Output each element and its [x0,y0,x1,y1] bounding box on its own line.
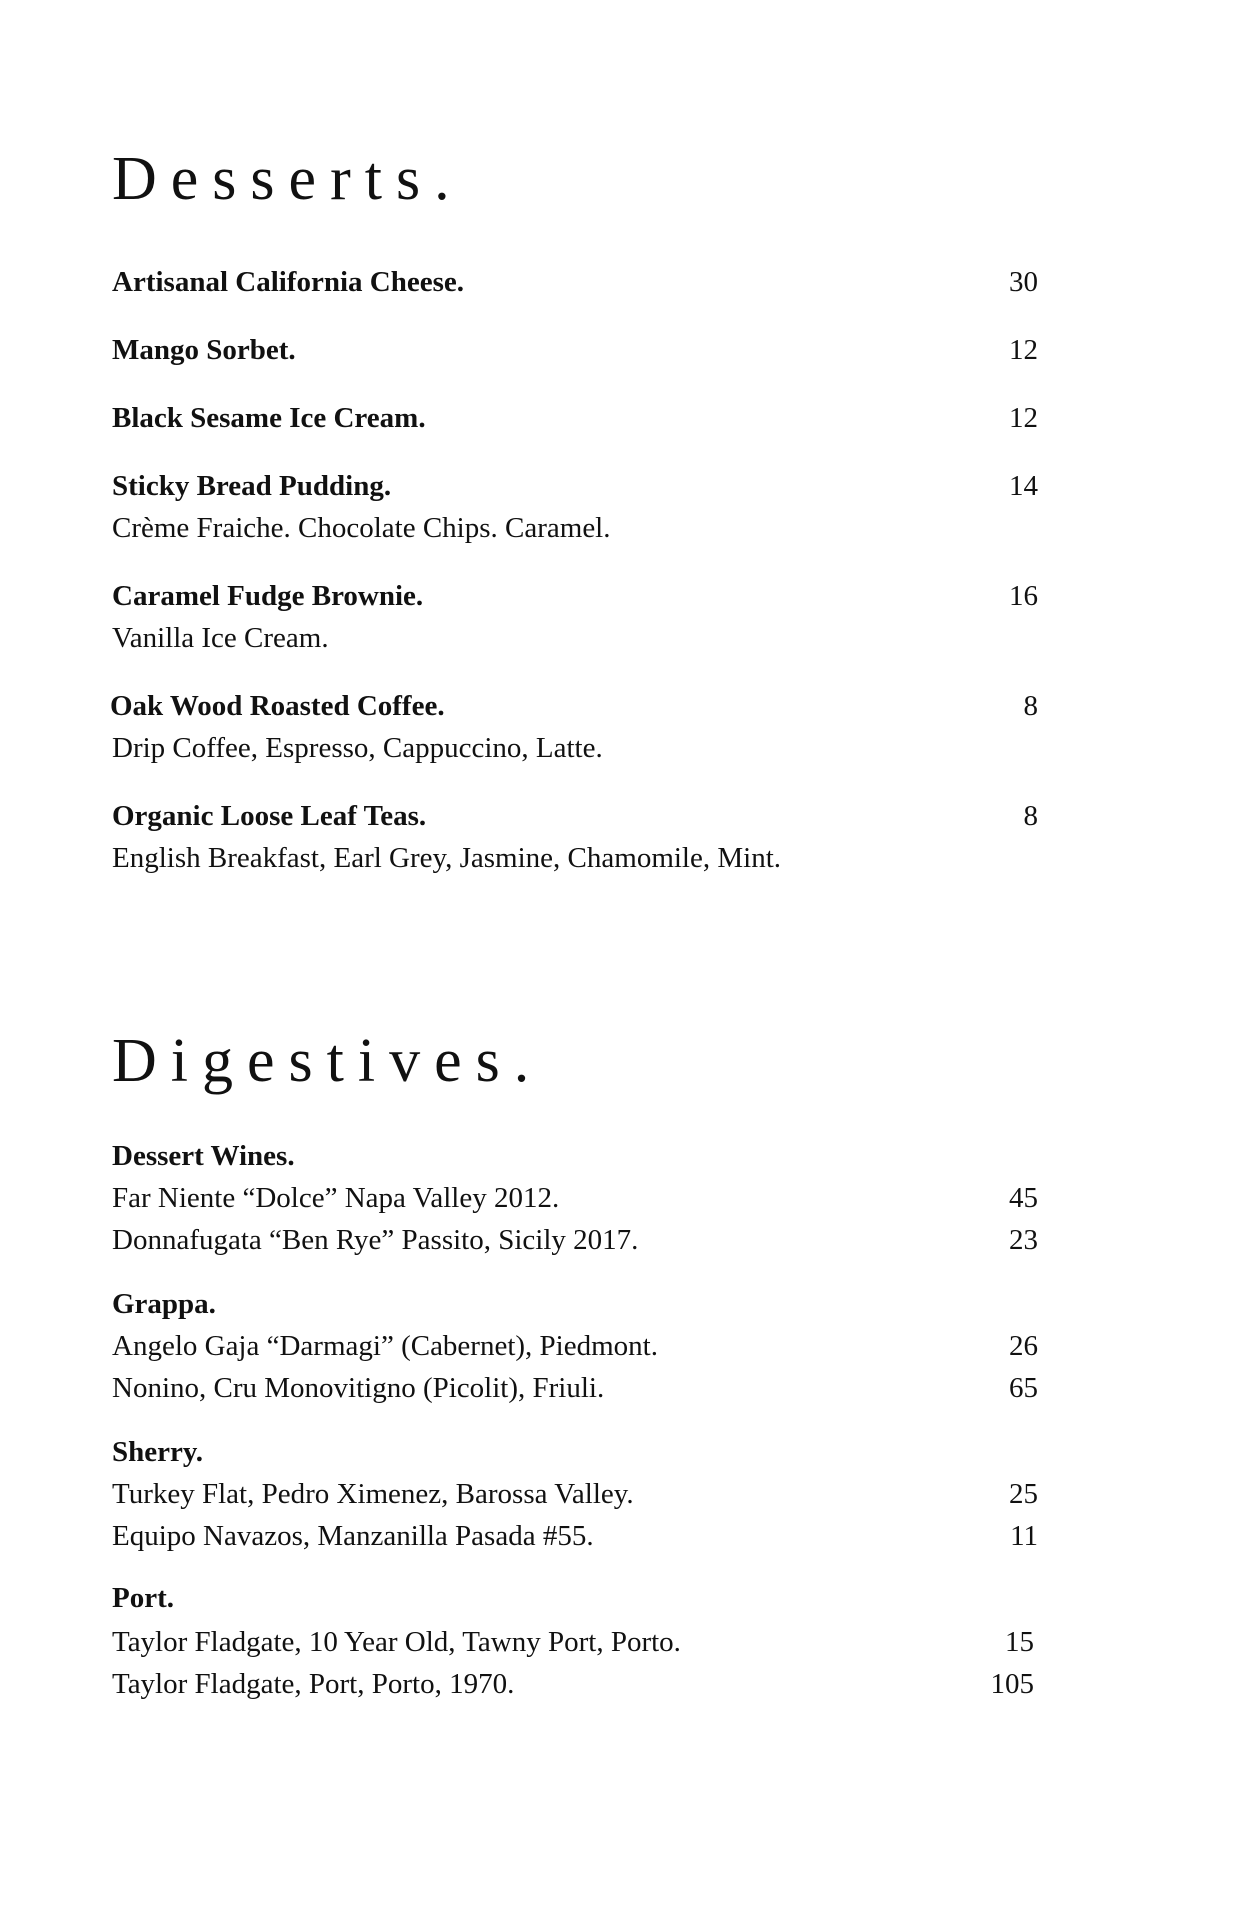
item-name: Sticky Bread Pudding. [112,470,392,502]
item-price: 30 [1009,266,1038,298]
group-heading: Grappa. [112,1288,216,1320]
item-name: Mango Sorbet. [112,334,296,366]
desserts-title: Desserts. [112,145,464,213]
item-price: 14 [1009,470,1038,502]
item-price: 12 [1009,334,1038,366]
item-name: Taylor Fladgate, Port, Porto, 1970. [112,1668,515,1700]
item-name: Turkey Flat, Pedro Ximenez, Barossa Valley. [112,1478,634,1510]
item-name: Oak Wood Roasted Coffee. [110,690,445,722]
item-description: Vanilla Ice Cream. [112,622,329,654]
item-price: 11 [1010,1520,1038,1552]
item-name: Black Sesame Ice Cream. [112,402,426,434]
item-price: 8 [1023,800,1038,832]
item-name: Taylor Fladgate, 10 Year Old, Tawny Port, Porto. [112,1626,681,1658]
item-price: 45 [1009,1182,1038,1214]
item-description: English Breakfast, Earl Grey, Jasmine, Chamomile, Mint. [112,842,782,874]
item-price: 8 [1023,690,1038,722]
item-price: 23 [1009,1224,1038,1256]
item-price: 12 [1009,402,1038,434]
item-description: Crème Fraiche. Chocolate Chips. Caramel. [112,512,611,544]
item-price: 65 [1009,1372,1038,1404]
item-name: Far Niente “Dolce” Napa Valley 2012. [112,1182,560,1214]
item-name: Caramel Fudge Brownie. [112,580,424,612]
item-name: Nonino, Cru Monovitigno (Picolit), Friuli. [112,1372,605,1404]
item-description: Drip Coffee, Espresso, Cappuccino, Latte. [112,732,603,764]
group-heading: Dessert Wines. [112,1140,295,1172]
item-name: Angelo Gaja “Darmagi” (Cabernet), Piedmont. [112,1330,658,1362]
group-heading: Sherry. [112,1436,204,1468]
item-price: 26 [1009,1330,1038,1362]
item-price: 15 [1005,1626,1034,1658]
item-price: 25 [1009,1478,1038,1510]
item-price: 105 [990,1668,1034,1700]
group-heading: Port. [112,1582,174,1614]
item-name: Organic Loose Leaf Teas. [112,800,427,832]
item-price: 16 [1009,580,1038,612]
digestives-title: Digestives. [112,1027,544,1095]
item-name: Donnafugata “Ben Rye” Passito, Sicily 2017. [112,1224,639,1256]
item-name: Equipo Navazos, Manzanilla Pasada #55. [112,1520,594,1552]
item-name: Artisanal California Cheese. [112,266,464,298]
